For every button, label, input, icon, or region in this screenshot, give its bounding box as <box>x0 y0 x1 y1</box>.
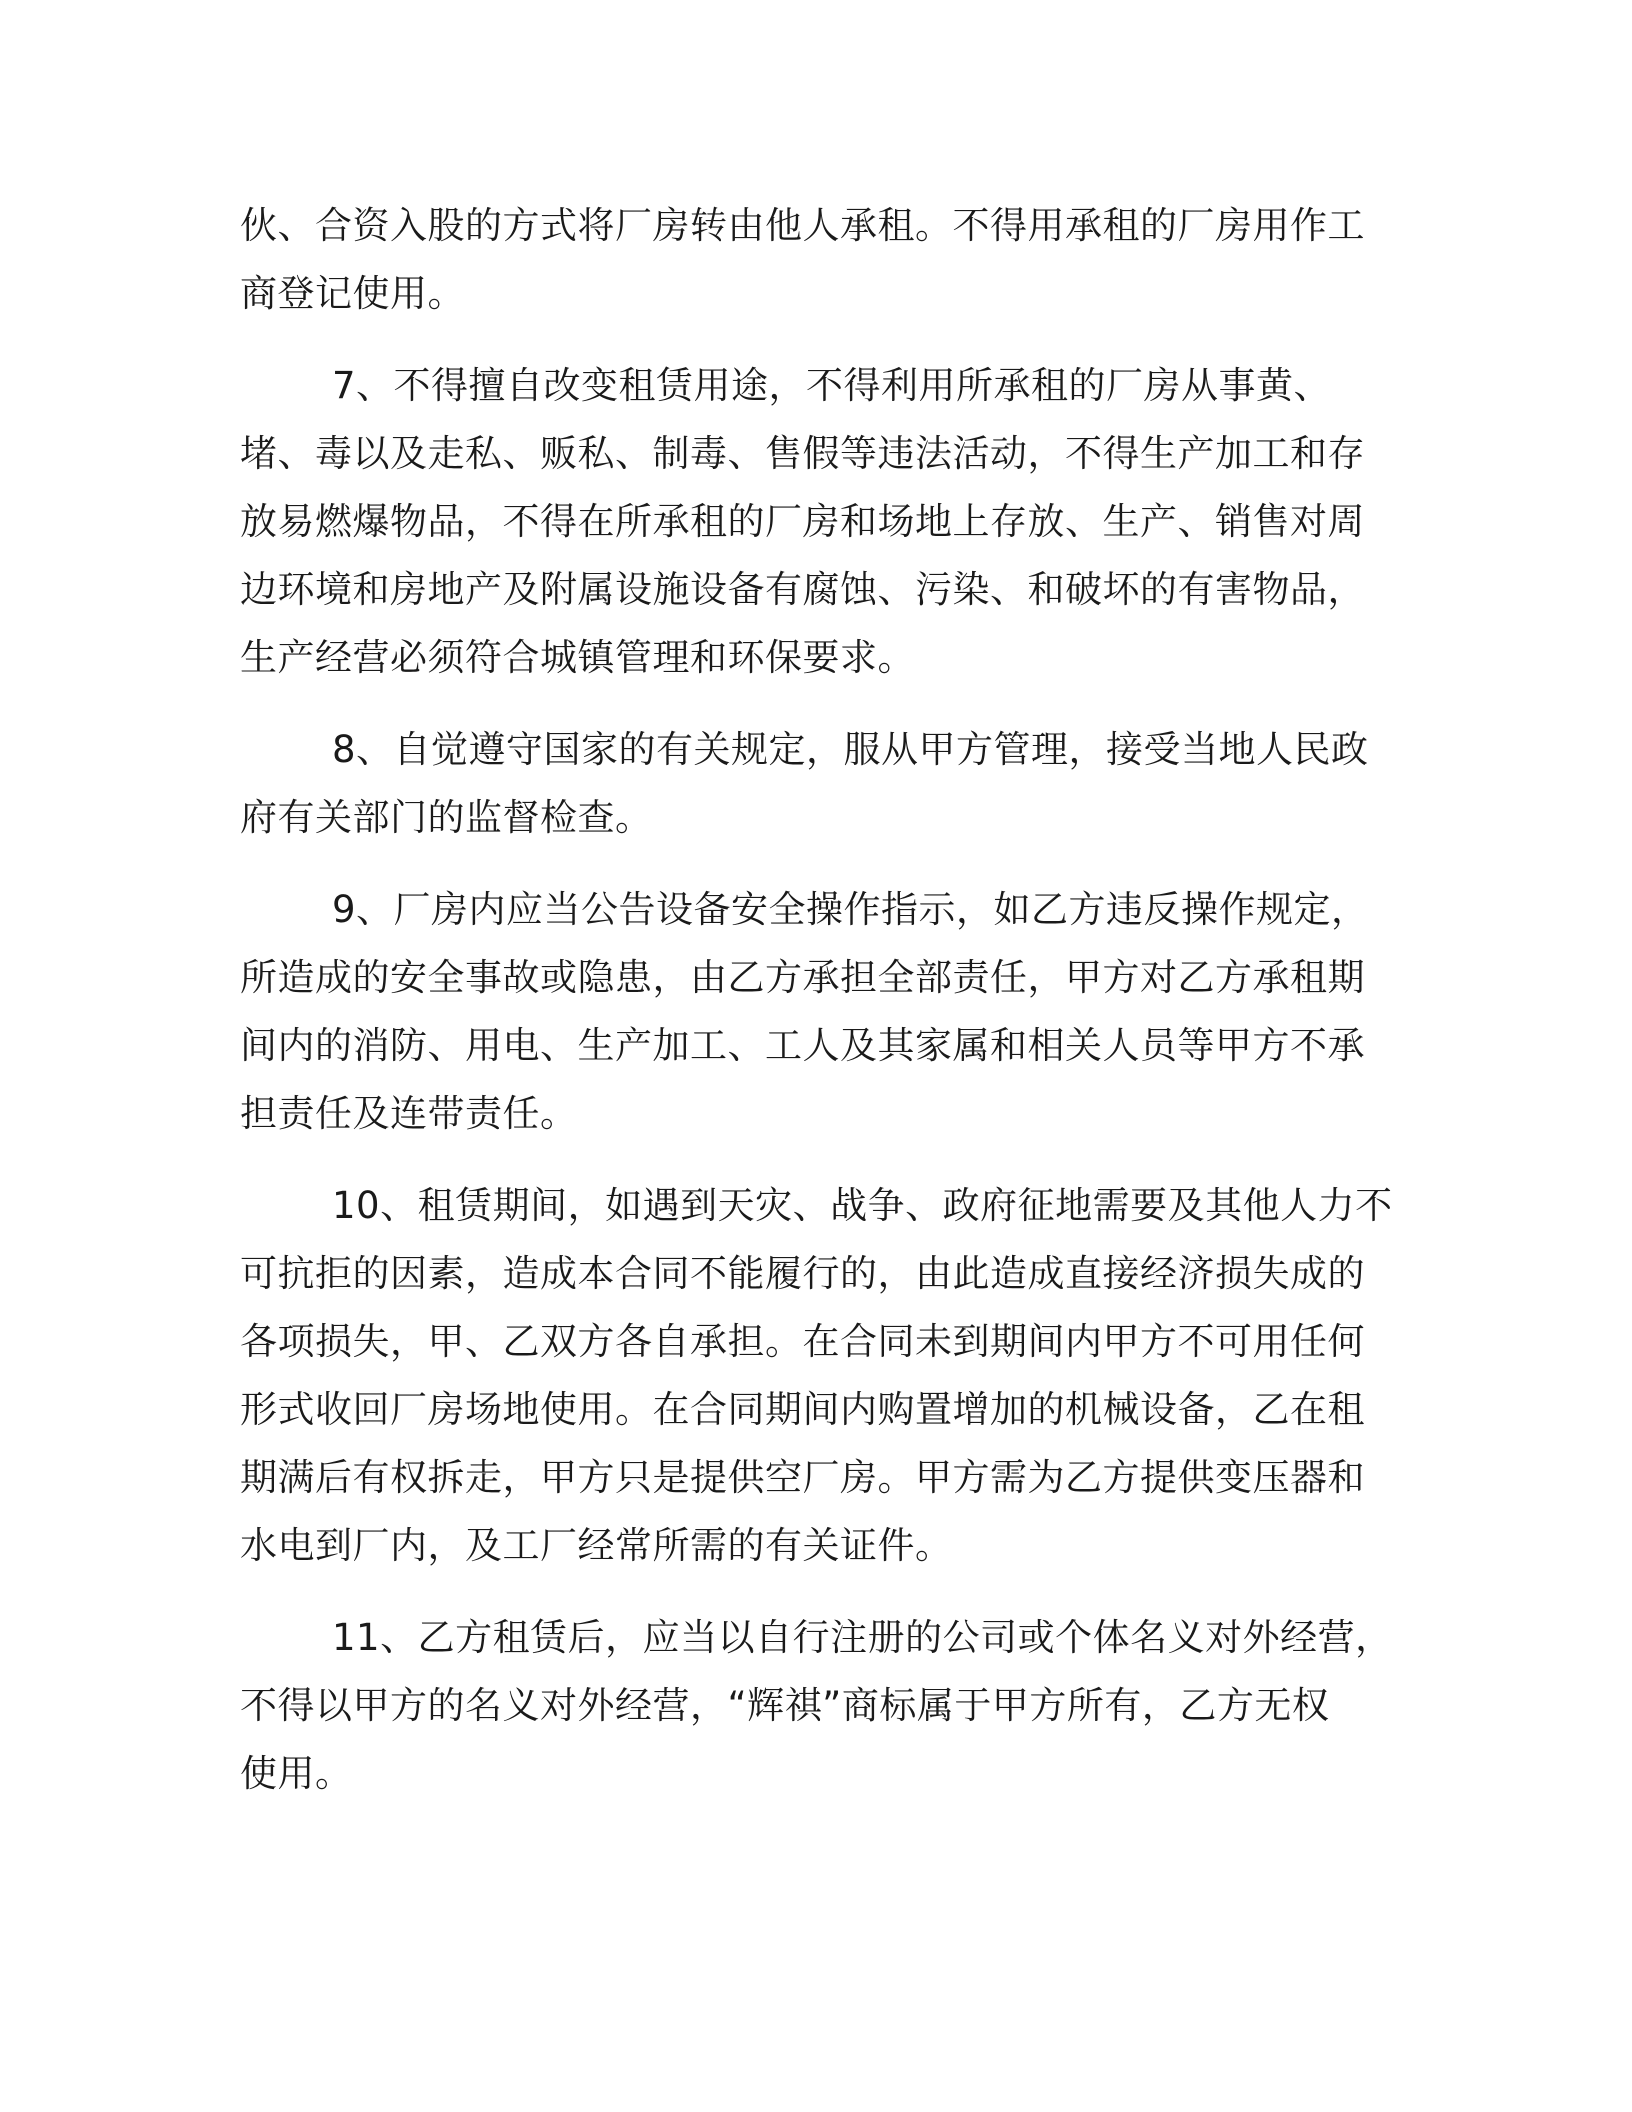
document-body <box>240 192 1393 1808</box>
text-line: 可抗拒的因素，造成本合同不能履行的，由此造成直接经济损失成的 <box>240 1252 1365 1295</box>
clause-9 <box>240 876 1390 1148</box>
clause-10 <box>240 1172 1393 1580</box>
text-line: 7、不得擅自改变租赁用途，不得利用所承租的厂房从事黄、 <box>332 364 1332 407</box>
text-line: 担责任及连带责任。 <box>240 1092 578 1135</box>
text-line: 放易燃爆物品，不得在所承租的厂房和场地上存放、生产、销售对周 <box>240 500 1365 543</box>
text-line: 8、自觉遵守国家的有关规定，服从甲方管理，接受当地人民政 <box>332 728 1369 771</box>
text-line: 边环境和房地产及附属设施设备有腐蚀、污染、和破坏的有害物品， <box>240 568 1365 611</box>
text-line: 商登记使用。 <box>240 272 465 315</box>
text-line: 使用。 <box>240 1752 353 1795</box>
clause-8 <box>240 716 1390 852</box>
text-line: 不得以甲方的名义对外经营，“辉祺”商标属于甲方所有，乙方无权 <box>240 1684 1330 1727</box>
text-line: 水电到厂内，及工厂经常所需的有关证件。 <box>240 1524 953 1567</box>
text-line: 形式收回厂房场地使用。在合同期间内购置增加的机械设备，乙在租 <box>240 1388 1365 1431</box>
clause-11 <box>240 1604 1393 1808</box>
text-line: 9、厂房内应当公告设备安全操作指示，如乙方违反操作规定， <box>332 888 1369 931</box>
paragraph-continuation <box>240 192 1390 328</box>
text-line: 期满后有权拆走，甲方只是提供空厂房。甲方需为乙方提供变压器和 <box>240 1456 1365 1499</box>
text-line: 11、乙方租赁后，应当以自行注册的公司或个体名义对外经营， <box>332 1616 1393 1659</box>
text-line: 各项损失，甲、乙双方各自承担。在合同未到期间内甲方不可用任何 <box>240 1320 1365 1363</box>
text-line: 生产经营必须符合城镇管理和环保要求。 <box>240 636 915 679</box>
text-line: 所造成的安全事故或隐患，由乙方承担全部责任，甲方对乙方承租期 <box>240 956 1365 999</box>
text-line: 伙、合资入股的方式将厂房转由他人承租。不得用承租的厂房用作工 <box>240 204 1365 247</box>
text-line: 堵、毒以及走私、贩私、制毒、售假等违法活动，不得生产加工和存 <box>240 432 1365 475</box>
text-line: 间内的消防、用电、生产加工、工人及其家属和相关人员等甲方不承 <box>240 1024 1365 1067</box>
text-line: 府有关部门的监督检查。 <box>240 796 653 839</box>
text-line: 10、租赁期间，如遇到天灾、战争、政府征地需要及其他人力不 <box>332 1184 1393 1227</box>
clause-7 <box>240 352 1390 692</box>
